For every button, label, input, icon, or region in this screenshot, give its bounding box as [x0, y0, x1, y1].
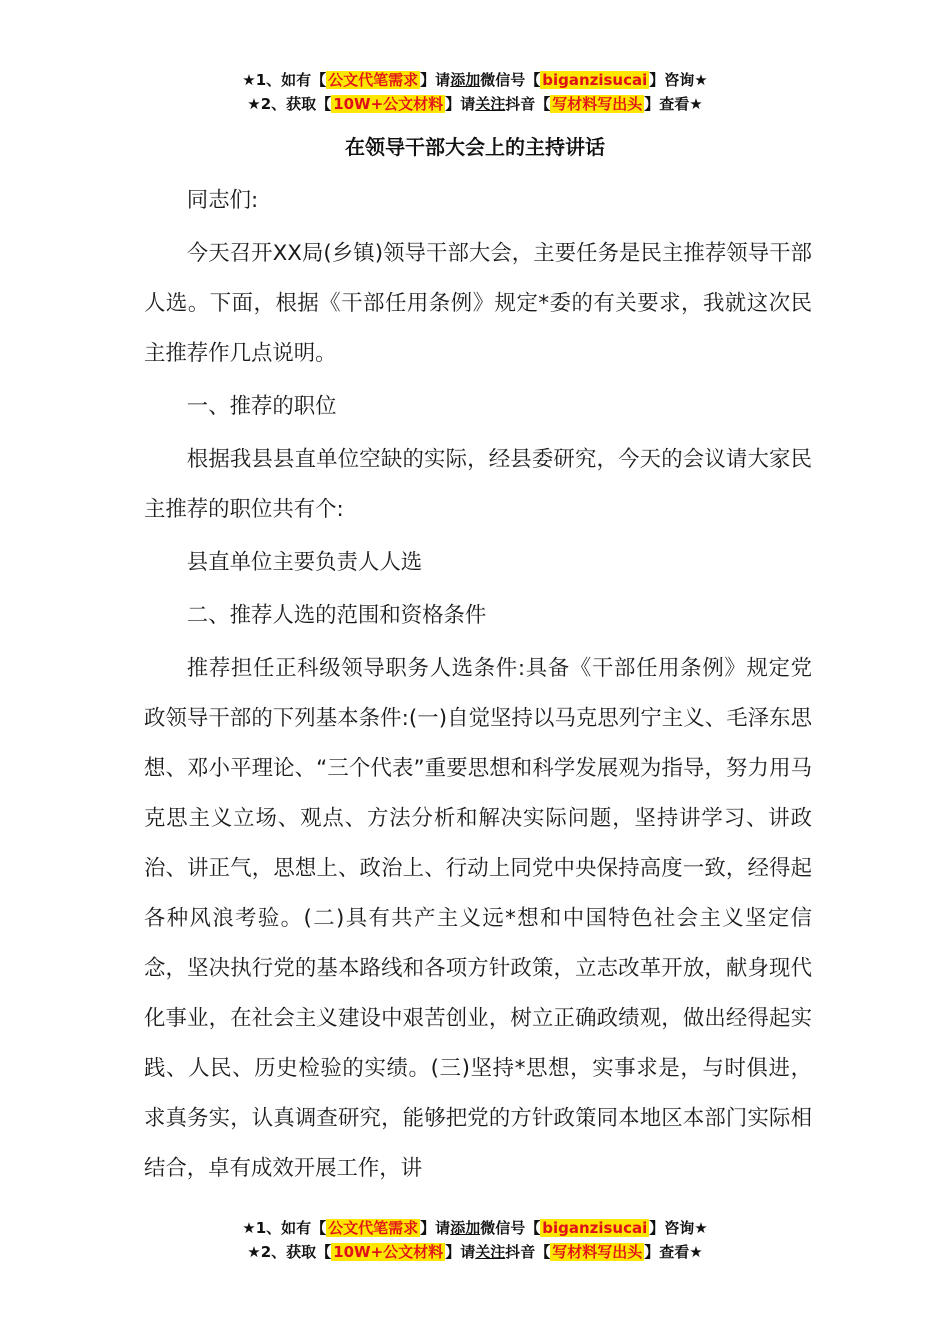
highlight-tag: 10W+公文材料	[333, 1243, 444, 1261]
wechat-id: biganzisucai	[542, 1219, 648, 1237]
banner-text: ★2、获取【	[247, 95, 332, 113]
salutation: 同志们:	[186, 188, 259, 213]
banner-text: 】请	[420, 1219, 451, 1237]
paragraph: 推荐担任正科级领导职务人选条件:具备《干部任用条例》规定党政领导干部的下列基本条件:(一)自觉坚持以马克思列宁主义、毛泽东思想、邓小平理论、“三个代表”重要思想和科学发展观为指导，努力用马克思主义立场、观点、方法分析和解决实际问题，坚持讲学习、讲政治、讲正气，思想上、政治上、行动上同党中央保持高度一致，经得起各种风浪考验。(二)具有共产主义远*想和中国特色社会主义坚定信念，坚决执行党的基本路线和各项方针政策，立志改革开放，献身现代化事业，在社会主义建设中艰苦创业，树立正确政绩观，做出经得起实践、人民、历史检验的实绩。(三)坚持*思想，实事求是，与时俱进，求真务实，认真调查研究，能够把党的方针政策同本地区本部门实际相结合，卓有成效开展工作，讲	[144, 656, 812, 1181]
banner-text: 微信号【	[480, 71, 541, 89]
banner-text: 】请	[420, 71, 451, 89]
banner-text: ★1、如有【	[242, 1219, 327, 1237]
douyin-account: 写材料写出头	[552, 1243, 643, 1261]
header-banner	[0, 68, 950, 116]
douyin-account: 写材料写出头	[552, 95, 643, 113]
banner-text: 】查看★	[644, 1243, 703, 1261]
paragraph: 县直单位主要负责人人选	[186, 550, 423, 575]
underlined-text: 关注	[475, 95, 506, 113]
banner-line-1	[0, 68, 950, 92]
underlined-text: 关注	[475, 1243, 506, 1261]
banner-text: 抖音【	[505, 95, 551, 113]
section-heading: 二、推荐人选的范围和资格条件	[186, 603, 487, 628]
highlight-tag: 10W+公文材料	[333, 95, 444, 113]
document-body	[144, 176, 812, 1194]
paragraph: 根据我县县直单位空缺的实际，经县委研究，今天的会议请大家民主推荐的职位共有个:	[144, 447, 812, 522]
banner-text: 】查看★	[644, 95, 703, 113]
banner-text: 】咨询★	[649, 1219, 708, 1237]
banner-text: ★1、如有【	[242, 71, 327, 89]
banner-text: 】请	[445, 1243, 476, 1261]
highlight-tag: 公文代笔需求	[328, 71, 419, 89]
document-title: 在领导干部大会上的主持讲话	[345, 135, 605, 159]
highlight-tag: 公文代笔需求	[328, 1219, 419, 1237]
underlined-text: 添加	[450, 1219, 481, 1237]
banner-text: ★2、获取【	[247, 1243, 332, 1261]
underlined-text: 添加	[450, 71, 481, 89]
wechat-id: biganzisucai	[542, 71, 648, 89]
paragraph: 今天召开XX局(乡镇)领导干部大会，主要任务是民主推荐领导干部人选。下面，根据《干部任用条例》规定*委的有关要求，我就这次民主推荐作几点说明。	[144, 241, 812, 366]
banner-text: 抖音【	[505, 1243, 551, 1261]
banner-line-1	[0, 1216, 950, 1240]
banner-line-2	[0, 92, 950, 116]
section-heading: 一、推荐的职位	[186, 394, 337, 419]
banner-text: 】请	[445, 95, 476, 113]
banner-text: 】咨询★	[649, 71, 708, 89]
footer-banner	[0, 1216, 950, 1264]
banner-text: 微信号【	[480, 1219, 541, 1237]
banner-line-2	[0, 1240, 950, 1264]
